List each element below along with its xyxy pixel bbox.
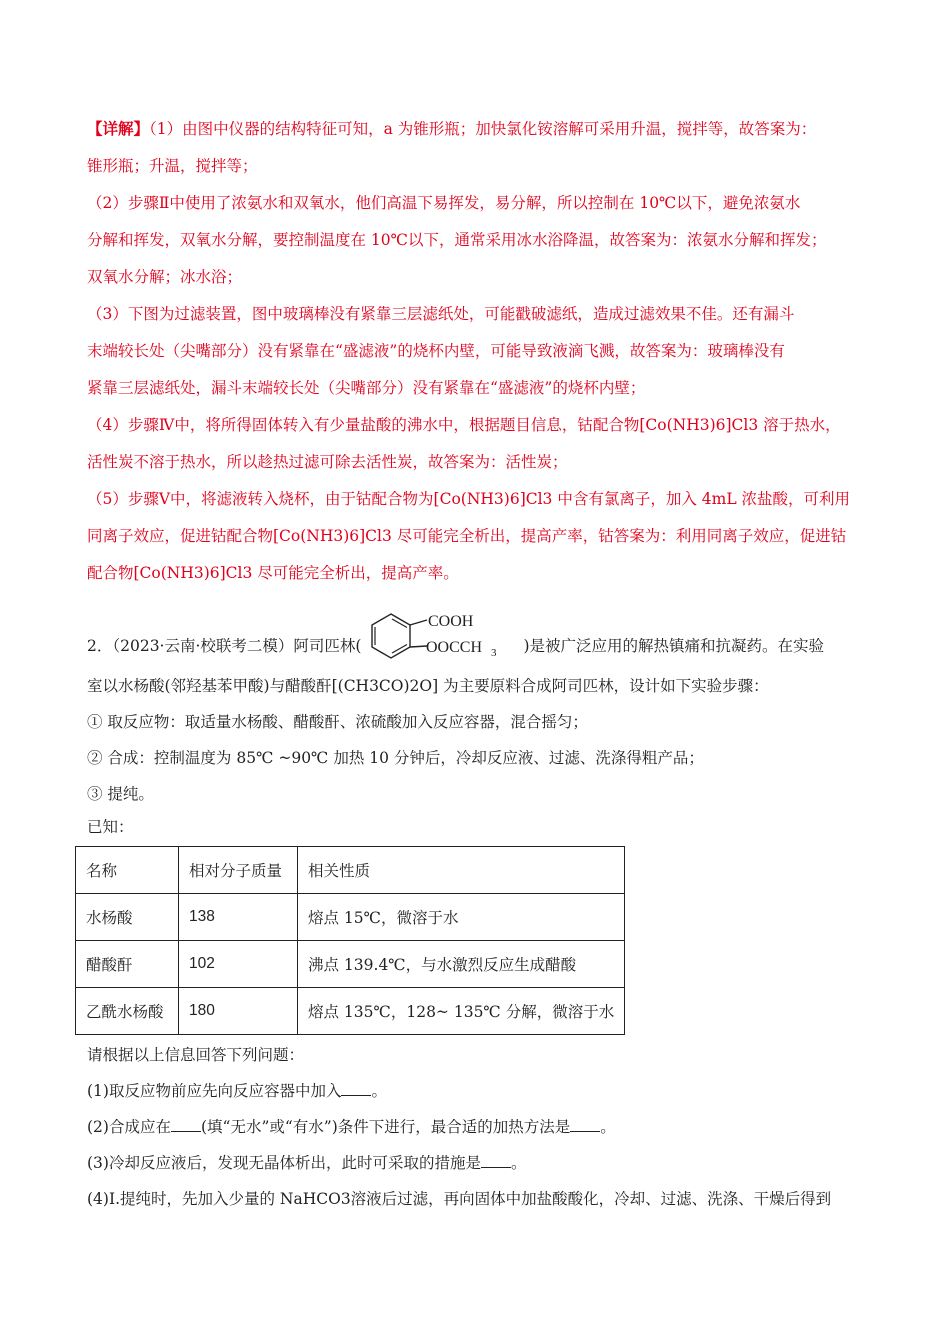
answer-line: 同离子效应，促进钴配合物[Co(NH3)6]Cl3 尽可能完全析出，提高产率，钴答案为：利用同离子效应，促进钴: [87, 527, 847, 545]
answer-section: [87, 110, 872, 592]
answer-line: 双氧水分解；冰水浴；: [87, 268, 243, 286]
table-header: 相对分子质量: [179, 847, 298, 894]
answer-line: （3）下图为过滤装置，图中玻璃棒没有紧靠三层滤纸处，可能戳破滤纸，造成过滤效果不佳。还有漏斗: [87, 305, 795, 323]
answer-line: （2）步骤Ⅱ中使用了浓氨水和双氧水，他们高温下易挥发，易分解，所以控制在 10℃以下，避免浓氨水: [87, 194, 801, 212]
table-row: [76, 894, 625, 941]
question-section: [87, 602, 872, 1217]
answer-blank[interactable]: [481, 1153, 511, 1168]
table-header: 名称: [76, 847, 179, 894]
answer-line: 分解和挥发，双氧水分解，要控制温度在 10℃以下，通常采用冰水浴降温，故答案为：浓氨水分解和挥发；: [87, 231, 827, 249]
question-line: 室以水杨酸(邻羟基苯甲酸)与醋酸酐[(CH3CO)2O] 为主要原料合成阿司匹林，设计如下实验步骤：: [87, 677, 769, 695]
table-header: 相关性质: [298, 847, 625, 894]
step-item: ② 合成：控制温度为 85℃ ~90℃ 加热 10 分钟后，冷却反应液、过滤、洗涤得粗产品；: [87, 749, 704, 767]
subquestion-4: (4)Ⅰ.提纯时，先加入少量的 NaHCO3溶液后过滤，再向固体中加盐酸酸化，冷却、过滤、洗涤、干燥后得到: [87, 1190, 832, 1208]
answer-line: 配合物[Co(NH3)6]Cl3 尽可能完全析出，提高产率。: [87, 564, 459, 582]
step-item: ① 取反应物：取适量水杨酸、醋酸酐、浓硫酸加入反应容器，混合摇匀；: [87, 713, 588, 731]
answer-blank[interactable]: [570, 1117, 600, 1132]
table-cell: 102: [179, 941, 298, 988]
known-label: 已知：: [87, 818, 134, 836]
ester-group-subscript: 3: [491, 647, 497, 659]
aspirin-structure: [361, 610, 523, 668]
answer-line: （4）步骤Ⅳ中，将所得固体转入有少量盐酸的沸水中，根据题目信息，钴配合物[Co(NH3)6]Cl3 溶于热水，: [87, 416, 841, 434]
answer-tag: 【详解】: [87, 119, 150, 138]
table-cell: 醋酸酐: [76, 941, 179, 988]
table-header-row: [76, 847, 625, 894]
table-cell: 熔点 15℃，微溶于水: [298, 894, 625, 941]
table-row: [76, 941, 625, 988]
subquestion-1: (1)取反应物前应先向反应容器中加入 。: [87, 1082, 387, 1100]
prompt-text: 请根据以上信息回答下列问题：: [87, 1046, 305, 1064]
table-cell: 熔点 135℃，128~ 135℃ 分解，微溶于水: [298, 988, 625, 1035]
answer-blank[interactable]: [341, 1081, 371, 1096]
question-intro-suffix: )是被广泛应用的解热镇痛和抗凝药。在实验: [523, 637, 825, 655]
answer-line: （5）步骤Ⅴ中，将滤液转入烧杯，由于钴配合物为[Co(NH3)6]Cl3 中含有氯离子，加入 4mL 浓盐酸，可利用: [87, 490, 851, 508]
question-intro: [87, 602, 872, 664]
answer-blank[interactable]: [171, 1117, 201, 1132]
table-cell: 乙酰水杨酸: [76, 988, 179, 1035]
step-item: ③ 提纯。: [87, 785, 154, 803]
subquestion-3: (3)冷却反应液后，发现无晶体析出，此时可采取的措施是 。: [87, 1154, 527, 1172]
page-content: [87, 110, 872, 1217]
table-row: [76, 988, 625, 1035]
answer-line: 末端较长处（尖嘴部分）没有紧靠在“盛滤液”的烧杯内壁，可能导致液滴飞溅，故答案为：玻璃棒没有: [87, 342, 785, 360]
cooh-group: COOH: [428, 613, 474, 630]
table-cell: 180: [179, 988, 298, 1035]
answer-line: 锥形瓶；升温，搅拌等；: [87, 157, 258, 175]
table-cell: 沸点 139.4℃，与水激烈反应生成醋酸: [298, 941, 625, 988]
properties-table: [75, 846, 625, 1035]
ester-group: OOCCH: [426, 639, 483, 656]
table-cell: 138: [179, 894, 298, 941]
answer-line: [87, 110, 872, 148]
question-intro-prefix: 2．（2023·云南·校联考二模）阿司匹林(: [87, 637, 362, 655]
answer-line: 活性炭不溶于热水，所以趁热过滤可除去活性炭，故答案为：活性炭；: [87, 453, 568, 471]
subquestion-2: (2)合成应在 (填“无水”或“有水”)条件下进行，最合适的加热方法是 。: [87, 1118, 616, 1136]
answer-line-text: （1）由图中仪器的结构特征可知，a 为锥形瓶；加快氯化铵溶解可采用升温，搅拌等，故答案为：: [149, 120, 817, 138]
answer-line: 紧靠三层滤纸处，漏斗末端较长处（尖嘴部分）没有紧靠在“盛滤液”的烧杯内壁；: [87, 379, 646, 397]
table-cell: 水杨酸: [76, 894, 179, 941]
